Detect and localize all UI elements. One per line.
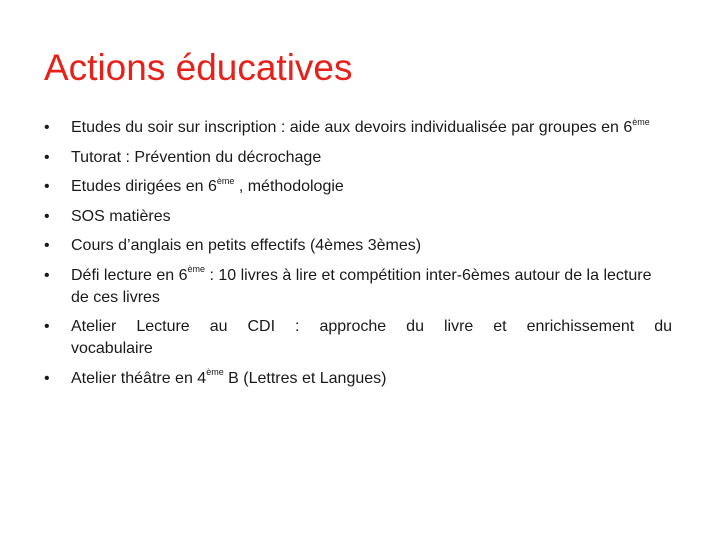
bullet-icon: • <box>44 266 50 284</box>
item-text: Tutorat : Prévention du décrochage <box>71 148 322 166</box>
item-text: Etudes dirigées en 6 <box>71 178 217 195</box>
item-text-after: , méthodologie <box>234 178 344 195</box>
bullet-list <box>44 117 672 397</box>
bullet-icon: • <box>44 237 50 254</box>
list-item <box>44 117 672 139</box>
bullet-icon: • <box>44 148 50 166</box>
item-superscript: ème <box>632 116 650 127</box>
item-text-after: : 10 livres à lire et compétition inter-6èmes autour de la lecture de ces livres <box>71 266 652 306</box>
item-superscript: ème <box>206 367 224 378</box>
slide-title: Actions éducatives <box>44 47 353 88</box>
item-text: Etudes du soir sur inscription : aide aux devoirs individualisée par groupes en 6 <box>71 119 633 136</box>
item-text: Atelier théâtre en 4 <box>71 369 207 387</box>
item-text-line1: Atelier Lecture au CDI : approche du livre et enrichissement du <box>71 318 672 335</box>
bullet-icon: • <box>44 119 50 136</box>
item-text-line2: vocabulaire <box>71 340 153 357</box>
item-text: SOS matières <box>71 207 171 225</box>
item-text: Cours d’anglais en petits effectifs (4èmes 3èmes) <box>71 237 422 254</box>
item-text-after: B (Lettres et Langues) <box>223 369 387 387</box>
list-item <box>44 368 672 390</box>
list-item <box>44 265 672 309</box>
bullet-icon: • <box>44 178 50 195</box>
list-item <box>44 206 672 228</box>
list-item <box>44 235 672 257</box>
list-item <box>44 316 672 360</box>
bullet-icon: • <box>44 207 50 225</box>
item-superscript: ème <box>216 175 235 186</box>
item-superscript: ème <box>187 264 206 275</box>
bullet-icon: • <box>44 318 50 335</box>
bullet-icon: • <box>44 369 50 387</box>
list-item <box>44 147 672 169</box>
list-item <box>44 176 672 198</box>
item-text: Défi lecture en 6 <box>71 266 188 284</box>
